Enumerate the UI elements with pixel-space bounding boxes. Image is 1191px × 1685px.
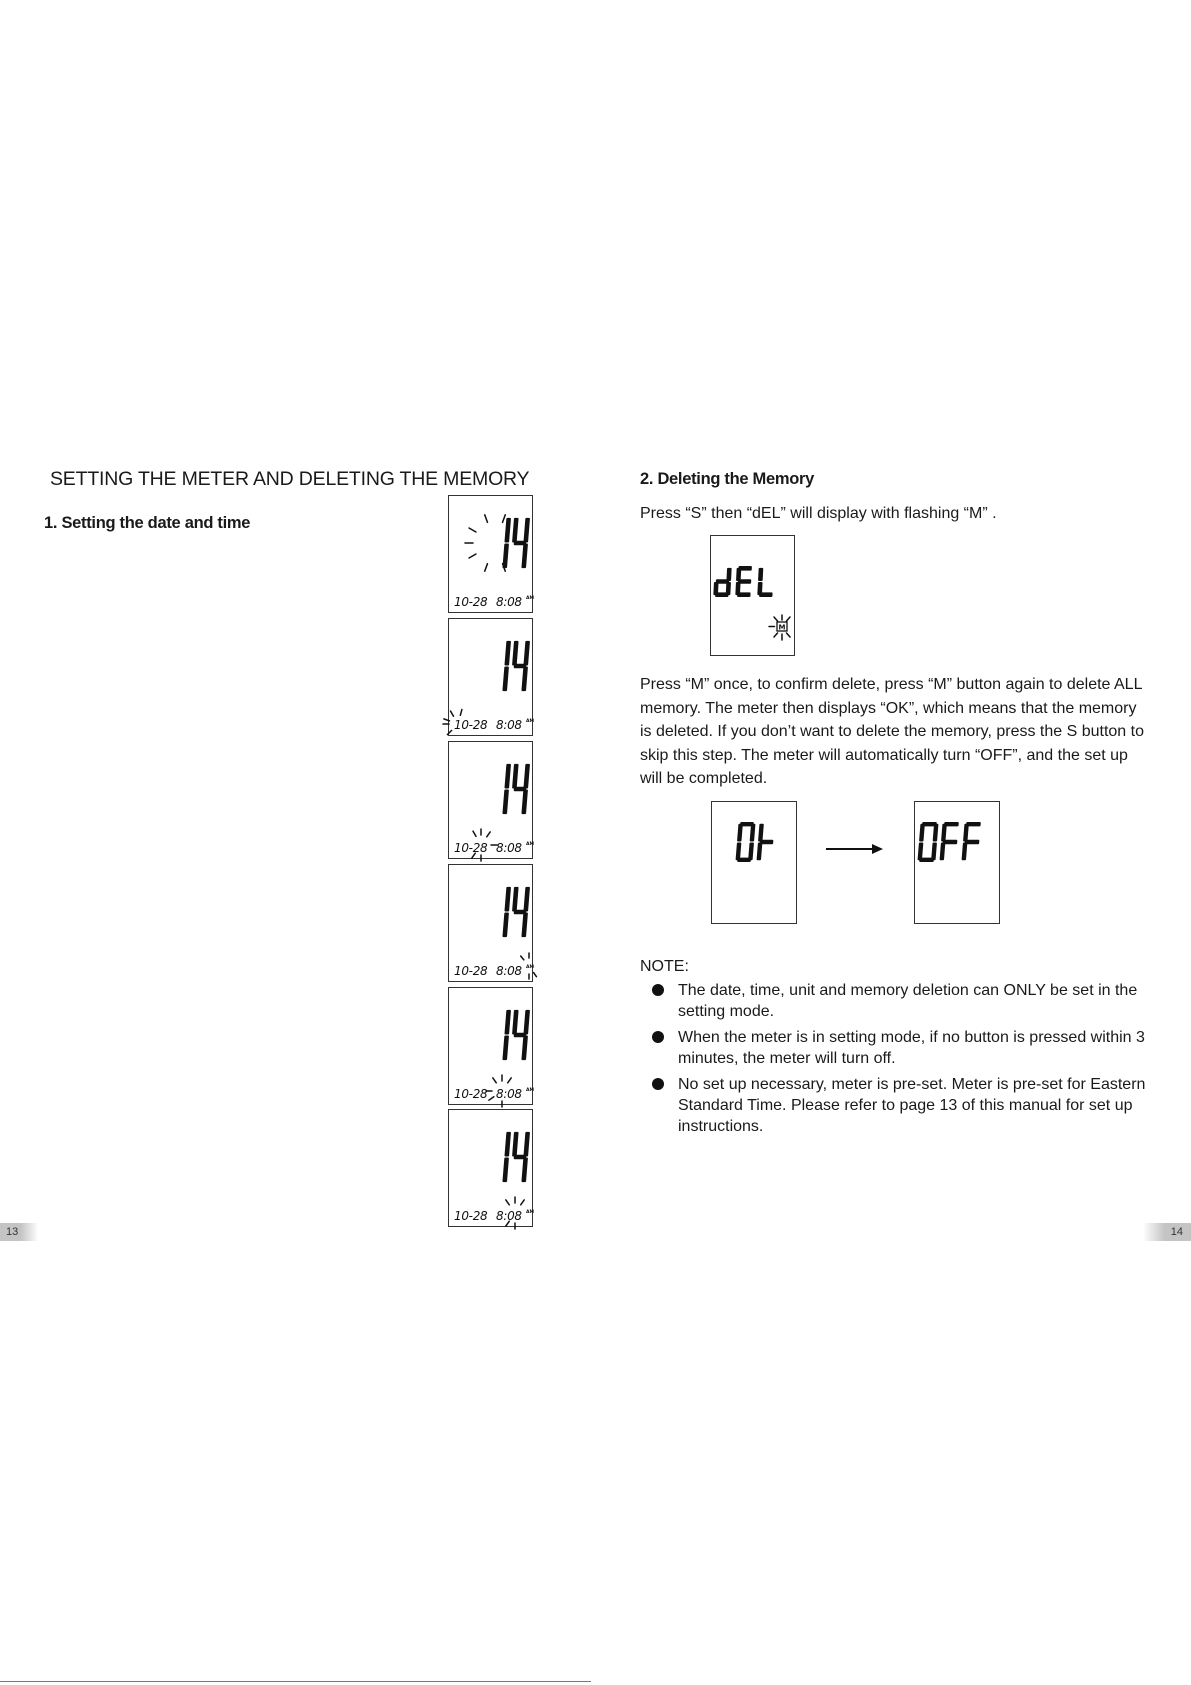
segment [521,912,528,937]
lcd-off-screen [914,801,1000,924]
lcd-date: 10-28 [454,595,488,609]
segment [918,842,924,860]
bullet-icon [652,1031,664,1043]
lcd-digit [510,1010,530,1060]
segment [523,887,530,912]
lcd-screen [448,1109,533,1227]
bullet-icon [652,1078,664,1090]
segment [512,1132,519,1157]
segment [736,568,741,581]
segment [963,824,969,842]
segment [748,842,754,860]
lcd-time: 8:08 [496,841,522,855]
segment [933,824,939,842]
delete-instructions-text: Press “M” once, to confirm delete, press “M” button again to delete ALL memory. The meter then displays “OK”, which means that the memory is deleted. If you don’t want to delete the memory, press the S button to skip this step. The meter will automatically turn “OFF”, and the set up will be completed. [640,676,1144,787]
lcd-del-screen [710,535,795,656]
arrow-right-icon [826,842,884,856]
segment [750,824,756,842]
segment [514,1155,527,1160]
lcd-digit [962,822,981,860]
lcd-ampm: AM [526,719,534,724]
segment [962,842,968,860]
segment [726,568,731,581]
segment [523,1010,530,1035]
lcd-time: 8:08 [496,718,522,732]
lcd-digit [502,641,511,691]
segment [736,842,742,860]
lcd-digit [502,764,511,814]
segment [514,541,527,546]
lcd-digit [917,822,938,862]
list-item: When the meter is in setting mode, if no button is pressed within 3 minutes, the meter will turn off. [648,1027,1148,1069]
segment [758,824,764,842]
lcd-digit [510,518,530,568]
lcd-digit [713,568,731,597]
segment [502,789,509,814]
segment [521,666,528,691]
segment [504,764,511,789]
lcd-ampm: AM [526,596,534,601]
lcd-screen [448,741,533,859]
lcd-ampm: AM [526,1210,534,1215]
segment [523,518,530,543]
segment [521,1035,528,1060]
lcd-ok-screen [711,801,797,924]
lcd-digit [502,518,511,568]
page-number-right: 14 [1143,1223,1191,1241]
lcd-digit [502,1132,511,1182]
segment [737,824,743,842]
lcd-digit [510,641,530,691]
lcd-digit [502,1010,511,1060]
segment [502,666,509,691]
section-title-delete-memory: 2. Deleting the Memory [640,470,815,488]
lcd-screen [448,864,533,982]
segment [504,1010,511,1035]
segment [504,641,511,666]
del-display-glyphs [713,566,774,597]
segment [941,824,947,842]
segment [502,912,509,937]
segment [919,824,925,842]
segment [965,840,980,844]
segment [735,582,740,595]
lcd-screen [448,618,533,736]
segment [716,579,730,584]
lcd-digit [510,1132,530,1182]
lcd-ampm: AM [526,842,534,847]
segment [738,579,752,584]
segment [713,582,718,595]
lcd-time: 8:08 [496,1209,522,1223]
segment [514,910,527,915]
lcd-date: 10-28 [454,1209,488,1223]
delete-intro-text: Press “S” then “dEL” will display with flashing “M” . [640,505,997,522]
segment [521,1157,528,1182]
segment [514,1033,527,1038]
segment [760,840,774,844]
lcd-digit [940,822,959,860]
lcd-digit [735,566,752,597]
segment [758,568,763,581]
segment [512,764,519,789]
lcd-digit [757,824,775,860]
off-display-glyphs [917,822,980,862]
lcd-digit [510,764,530,814]
segment [512,1010,519,1035]
segment [504,518,511,543]
lcd-time: 8:08 [496,595,522,609]
page-title: SETTING THE METER AND DELETING THE MEMORY [50,468,530,490]
segment [502,1035,509,1060]
page-divider-line [0,1681,591,1682]
bullet-icon [652,984,664,996]
segment [523,764,530,789]
segment [523,641,530,666]
ok-display-glyphs [735,822,774,862]
lcd-digit [510,887,530,937]
segment [502,1157,509,1182]
memory-icon-label: M [778,623,786,632]
list-item: The date, time, unit and memory deletion can ONLY be set in the setting mode. [648,980,1148,1022]
lcd-digit [502,887,511,937]
segment [512,641,519,666]
segment [504,887,511,912]
lcd-date: 10-28 [454,718,488,732]
lcd-screen [448,495,533,613]
lcd-time: 8:08 [496,964,522,978]
lcd-time: 8:08 [496,1087,522,1101]
segment [757,842,763,860]
lcd-digit [735,822,755,862]
segment [514,787,527,792]
flash-rays-icon [465,515,505,571]
lcd-screen [448,987,533,1105]
list-item: No set up necessary, meter is pre-set. Meter is pre-set for Eastern Standard Time. Please refer to page 13 of this manual for set up instructions. [648,1074,1148,1137]
note-label: NOTE: [640,958,689,975]
segment [512,887,519,912]
page-number-left: 13 [0,1223,38,1241]
lcd-ampm: AM [526,1088,534,1093]
segment [514,664,527,669]
segment [521,543,528,568]
segment [943,840,958,844]
segment [931,842,937,860]
section-title-date-time: 1. Setting the date and time [44,514,251,532]
segment [757,582,762,595]
segment [504,1132,511,1157]
segment [940,842,946,860]
lcd-date: 10-28 [454,1087,488,1101]
lcd-digit [757,568,774,597]
lcd-ampm: AM [526,965,534,970]
lcd-date: 10-28 [454,964,488,978]
lcd-date: 10-28 [454,841,488,855]
segment [521,789,528,814]
segment [512,518,519,543]
segment [523,1132,530,1157]
notes-list [648,980,1148,1142]
